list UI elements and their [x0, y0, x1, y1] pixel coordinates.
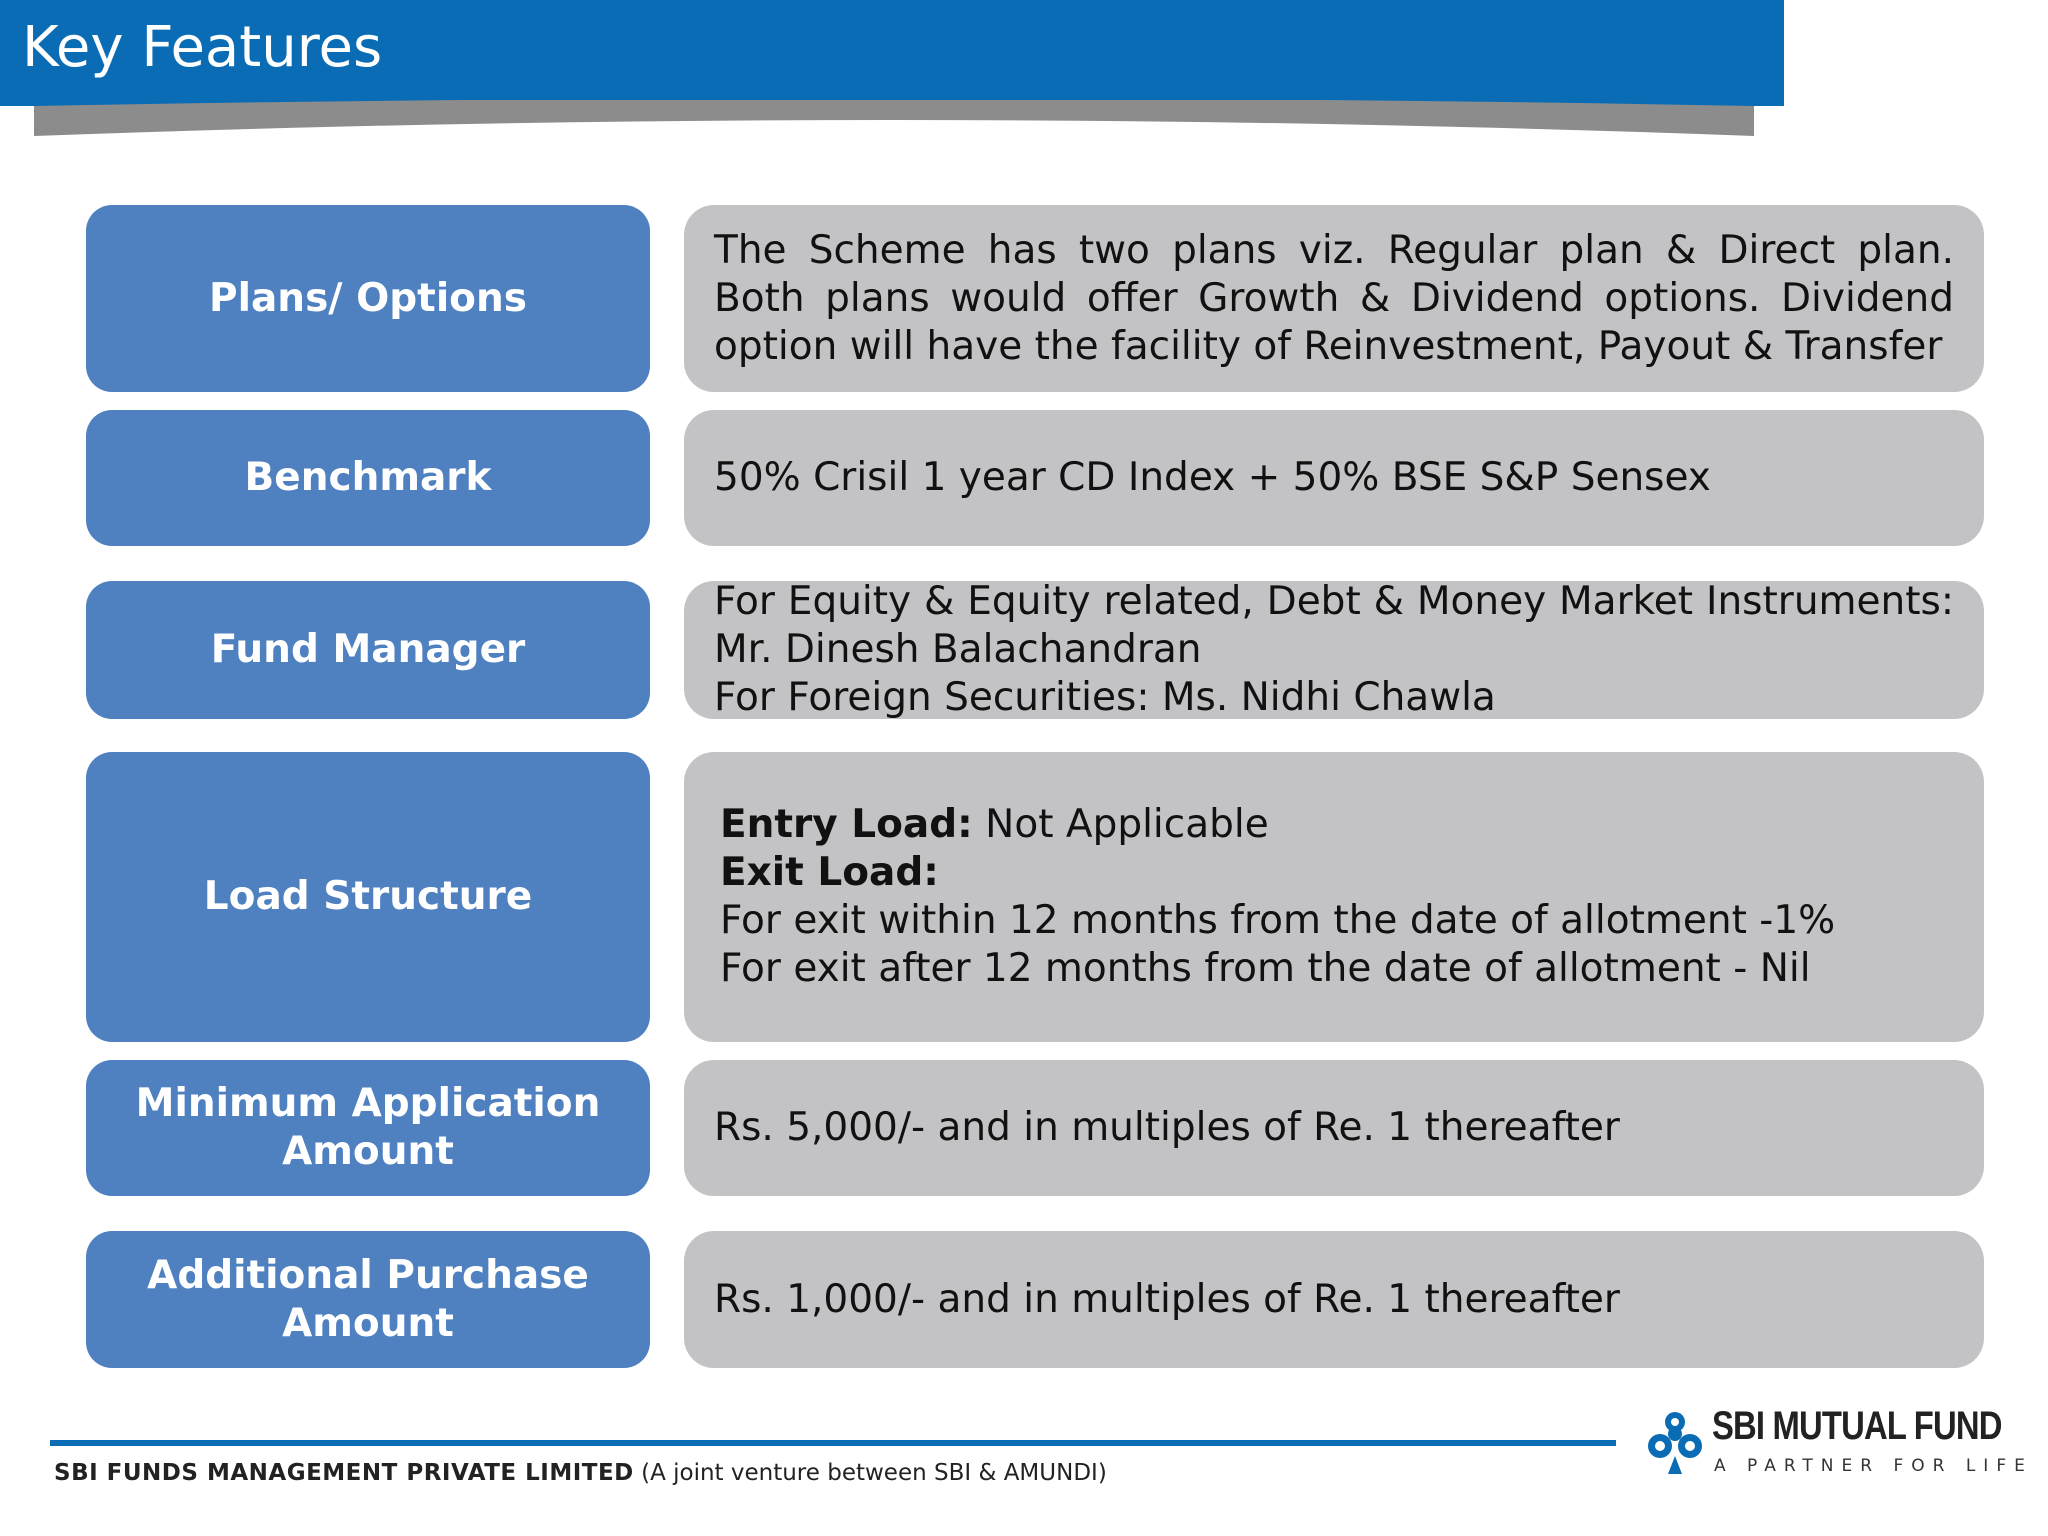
minimum-application-label-line-1: Minimum Application: [135, 1081, 601, 1126]
exit-load-line-1: For exit within 12 months from the date of allotment -1%: [720, 898, 1836, 943]
sbi-clover-logo-icon: [1640, 1404, 1710, 1484]
title-bar: [0, 0, 1784, 106]
value-plans-options: [684, 205, 1984, 392]
value-benchmark: [684, 410, 1984, 546]
page-title: Key Features: [22, 15, 383, 80]
plans-options-text: The Scheme has two plans viz. Regular plan & Direct plan. Both plans would offer Growth & Dividend options. Dividend option will have the facility of Reinvestment, Payout & Transfer: [714, 227, 1954, 369]
benchmark-text: 50% Crisil 1 year CD Index + 50% BSE S&P Sensex: [714, 455, 1711, 500]
value-minimum-application: [684, 1060, 1984, 1196]
label-additional-purchase: [86, 1231, 650, 1368]
footer-company-line: [54, 1460, 1107, 1486]
exit-load-line-2: For exit after 12 months from the date of allotment - Nil: [720, 946, 1811, 991]
sbi-mutual-fund-logo: [1640, 1404, 2033, 1484]
logo-tagline: A PARTNER FOR LIFE: [1714, 1456, 2033, 1476]
entry-load-value: Not Applicable: [985, 802, 1269, 847]
minimum-application-text: Rs. 5,000/- and in multiples of Re. 1 thereafter: [714, 1105, 1620, 1150]
fund-manager-line-2: For Foreign Securities: Ms. Nidhi Chawla: [714, 675, 1496, 720]
entry-load-label: Entry Load:: [720, 802, 973, 847]
footer-note: (A joint venture between SBI & AMUNDI): [641, 1460, 1107, 1486]
label-fund-manager: Fund Manager: [86, 581, 650, 719]
label-plans-options: Plans/ Options: [86, 205, 650, 392]
additional-purchase-text: Rs. 1,000/- and in multiples of Re. 1 thereafter: [714, 1276, 1620, 1322]
minimum-application-label-line-2: Amount: [282, 1129, 454, 1174]
footer-company: SBI FUNDS MANAGEMENT PRIVATE LIMITED: [54, 1460, 634, 1486]
title-bar-shadow: [34, 100, 1754, 140]
exit-load-label: Exit Load:: [720, 850, 939, 895]
fund-manager-line-1: For Equity & Equity related, Debt & Money Market Instruments: Mr. Dinesh Balachandran: [714, 579, 1954, 672]
logo-name: SBI MUTUAL FUND: [1712, 1404, 2002, 1448]
value-fund-manager: [684, 581, 1984, 719]
footer-divider: [50, 1440, 1616, 1446]
label-benchmark: Benchmark: [86, 410, 650, 546]
additional-purchase-label-line-2: Amount: [282, 1300, 454, 1346]
entry-load-line: [720, 801, 1954, 849]
value-additional-purchase: [684, 1231, 1984, 1368]
label-minimum-application: [86, 1060, 650, 1196]
value-load-structure: [684, 752, 1984, 1042]
additional-purchase-label-line-1: Additional Purchase: [147, 1252, 589, 1298]
label-load-structure: Load Structure: [86, 752, 650, 1042]
